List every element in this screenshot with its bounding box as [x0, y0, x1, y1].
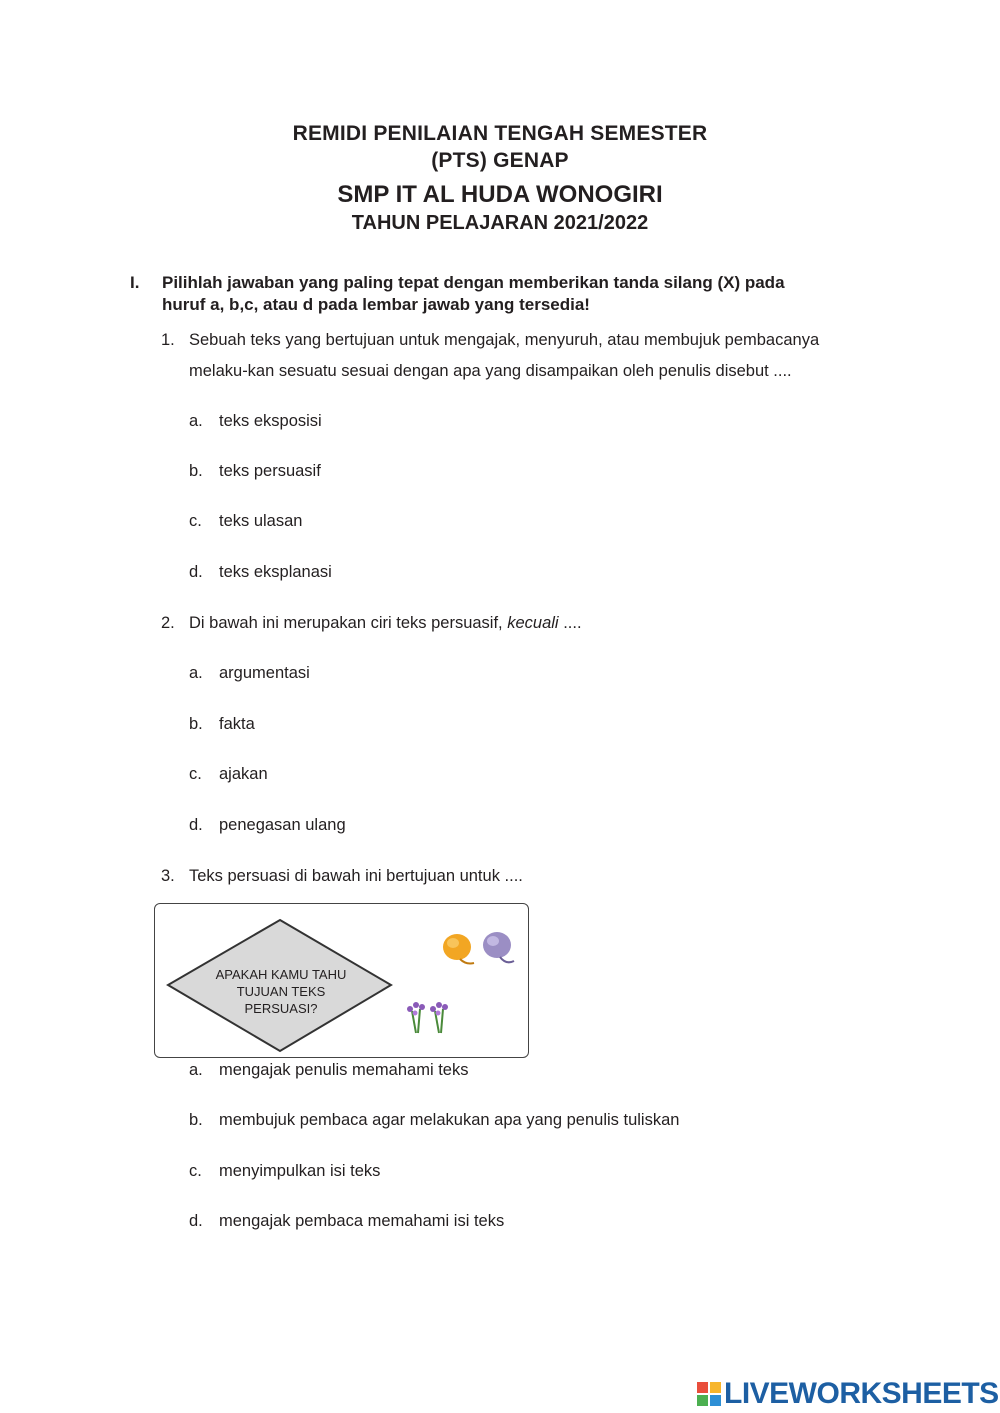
flower-icon — [407, 1002, 425, 1033]
section-instruction — [162, 272, 862, 316]
question-number: 2. — [161, 614, 175, 632]
option-letter: a. — [189, 1061, 203, 1079]
school-name: SMP IT AL HUDA WONOGIRI — [337, 181, 663, 208]
question-3 — [161, 867, 523, 886]
option-2b[interactable] — [189, 715, 255, 734]
question-2 — [161, 614, 582, 633]
question-text-italic: kecuali — [507, 614, 559, 632]
orange-balloon-icon — [443, 934, 474, 964]
option-3b[interactable] — [189, 1111, 679, 1130]
option-text: teks ulasan — [219, 512, 303, 530]
instruction-line-2: huruf a, b,c, atau d pada lembar jawab yang tersedia! — [162, 295, 590, 314]
option-text: teks eksposisi — [219, 412, 322, 430]
option-text: teks eksplanasi — [219, 563, 332, 581]
option-letter: b. — [189, 715, 203, 733]
option-text: membujuk pembaca agar melakukan apa yang penulis tuliskan — [219, 1111, 680, 1129]
option-letter: c. — [189, 765, 202, 783]
flower-icon — [430, 1002, 448, 1033]
option-letter: a. — [189, 664, 203, 682]
option-1c[interactable] — [189, 512, 302, 531]
option-text: teks persuasif — [219, 462, 321, 480]
option-3a[interactable] — [189, 1061, 468, 1080]
section-numeral: I. — [130, 273, 140, 292]
option-letter: b. — [189, 1111, 203, 1129]
diamond-text — [199, 966, 363, 1017]
option-1b[interactable] — [189, 462, 321, 481]
question-1 — [161, 331, 819, 350]
option-letter: b. — [189, 462, 203, 480]
option-text: fakta — [219, 715, 255, 733]
question-number: 1. — [161, 331, 175, 349]
question-text: Di bawah ini merupakan ciri teks persuasif, — [189, 614, 508, 632]
question-number: 3. — [161, 867, 175, 885]
question-text: Sebuah teks yang bertujuan untuk mengajak, menyuruh, atau membujuk pembacanya — [189, 331, 820, 349]
option-3d[interactable] — [189, 1212, 504, 1231]
diamond-line-3: PERSUASI? — [244, 1001, 318, 1016]
option-text: mengajak penulis memahami teks — [219, 1061, 469, 1079]
option-letter: a. — [189, 412, 203, 430]
question-text: Teks persuasi di bawah ini bertujuan untuk .... — [189, 867, 523, 885]
option-2d[interactable] — [189, 816, 346, 835]
option-letter: c. — [189, 512, 202, 530]
option-text: argumentasi — [219, 664, 310, 682]
diamond-line-1: APAKAH KAMU TAHU — [215, 967, 347, 982]
diamond-line-2: TUJUAN TEKS — [236, 984, 326, 999]
option-3c[interactable] — [189, 1162, 380, 1181]
option-text: penegasan ulang — [219, 816, 346, 834]
liveworksheets-logo-icon — [697, 1382, 721, 1406]
academic-year: TAHUN PELAJARAN 2021/2022 — [351, 212, 649, 234]
title-line-2: (PTS) GENAP — [431, 149, 569, 172]
option-text: ajakan — [219, 765, 268, 783]
option-1d[interactable] — [189, 563, 332, 582]
option-1a[interactable] — [189, 412, 322, 431]
option-letter: c. — [189, 1162, 202, 1180]
option-text: mengajak pembaca memahami isi teks — [219, 1212, 505, 1230]
option-text: menyimpulkan isi teks — [219, 1162, 381, 1180]
option-letter: d. — [189, 563, 203, 581]
option-2c[interactable] — [189, 765, 268, 784]
option-letter: d. — [189, 1212, 203, 1230]
title-line-1: REMIDI PENILAIAN TENGAH SEMESTER — [292, 122, 708, 145]
liveworksheets-logo[interactable] — [697, 1376, 999, 1412]
brand-name: LIVEWORKSHEETS — [724, 1377, 999, 1410]
purple-balloon-icon — [483, 932, 514, 962]
instruction-line-1: Pilihlah jawaban yang paling tepat dengan memberikan tanda silang (X) pada — [162, 273, 785, 292]
question-1-line-2: melaku-kan sesuatu sesuai dengan apa yang disampaikan oleh penulis disebut .... — [189, 362, 792, 380]
option-2a[interactable] — [189, 664, 310, 683]
question-text-end: .... — [558, 614, 582, 632]
option-letter: d. — [189, 816, 203, 834]
